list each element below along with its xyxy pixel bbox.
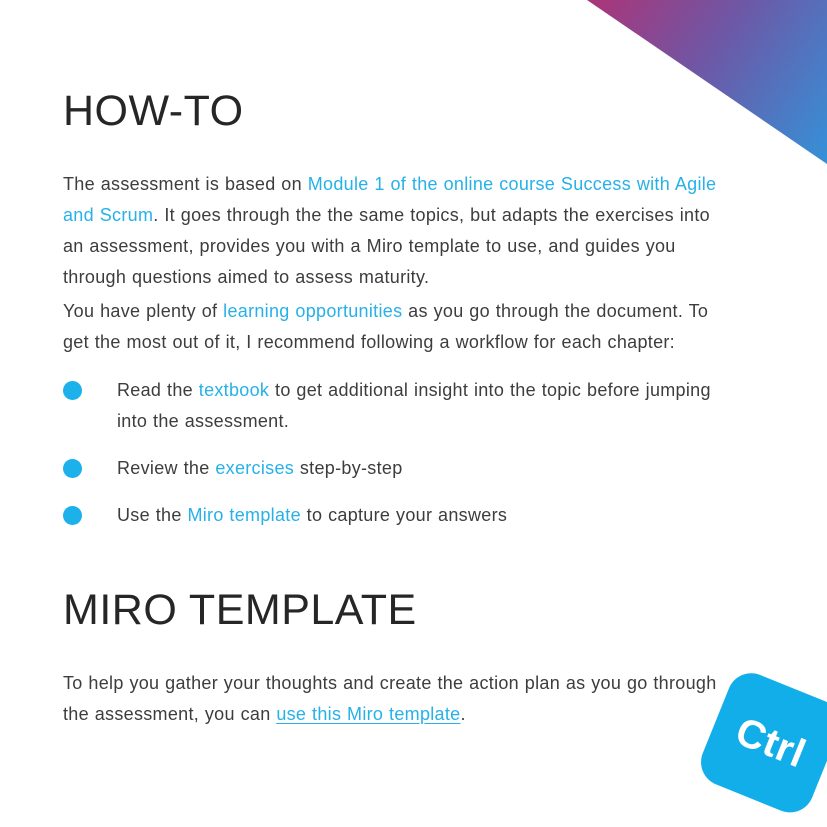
- list-item-text: [117, 500, 507, 531]
- howto-paragraph-2: [63, 296, 735, 358]
- howto-section-heading: HOW-TO: [63, 87, 244, 135]
- list-item: [63, 453, 735, 484]
- text-segment: You have plenty of: [63, 301, 224, 321]
- list-item-text: [117, 375, 732, 437]
- inline-link[interactable]: Miro template: [187, 505, 301, 525]
- howto-paragraph-1: [63, 169, 735, 293]
- ctrl-key-label: Ctrl: [729, 708, 812, 777]
- workflow-list: [63, 375, 735, 531]
- text-segment: Review the: [117, 458, 216, 478]
- text-segment: .: [460, 704, 466, 724]
- text-segment: The assessment is based on: [63, 174, 308, 194]
- bullet-icon: [63, 381, 82, 400]
- text-segment: as you go through the document. To get the most out of it, I recommend following a workflow for each chapter:: [63, 301, 709, 352]
- list-item-text: [117, 453, 403, 484]
- miro-paragraph: [63, 668, 735, 730]
- text-segment: to get additional insight into the topic before jumping into the assessment.: [117, 380, 711, 431]
- bullet-icon: [63, 506, 82, 525]
- text-segment: Use the: [117, 505, 188, 525]
- text-segment: Read the: [117, 380, 199, 400]
- inline-link[interactable]: exercises: [215, 458, 295, 478]
- page-content: [63, 0, 735, 730]
- inline-link[interactable]: learning opportunities: [223, 301, 403, 321]
- text-segment: step-by-step: [294, 458, 403, 478]
- list-item: [63, 500, 735, 531]
- miro-section-heading: MIRO TEMPLATE: [63, 586, 417, 634]
- text-segment: . It goes through the the same topics, but adapts the exercises into an assessment, provides you with a Miro template to use, and guides you through questions aimed to assess maturity.: [63, 205, 710, 287]
- text-segment: to capture your answers: [300, 505, 508, 525]
- bullet-icon: [63, 459, 82, 478]
- text-segment: To help you gather your thoughts and create the action plan as you go through the assessment, you can: [63, 673, 717, 724]
- inline-link[interactable]: textbook: [198, 380, 270, 400]
- list-item: [63, 375, 735, 437]
- inline-link[interactable]: use this Miro template: [276, 704, 461, 724]
- inline-link[interactable]: Module 1 of the online course Success with Agile and Scrum: [63, 174, 717, 225]
